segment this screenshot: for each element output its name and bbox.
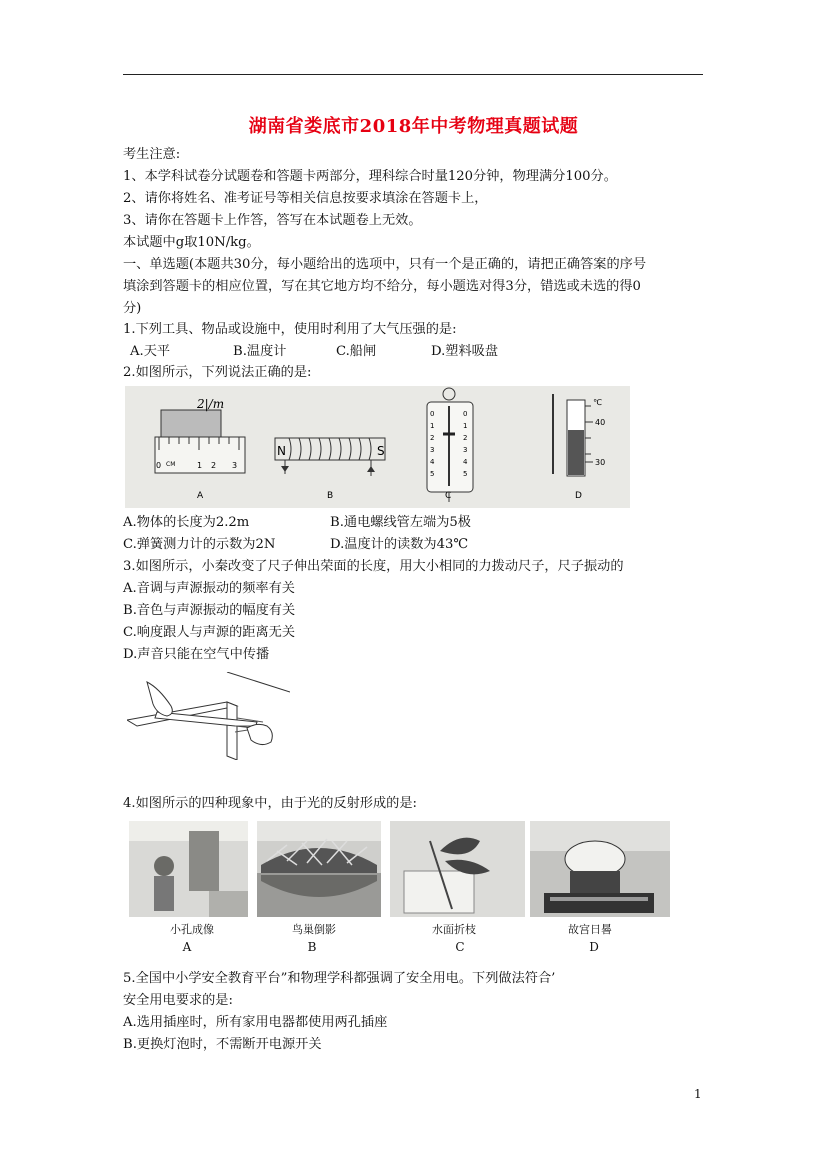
table-top <box>227 672 290 692</box>
svg-text:0: 0 <box>430 410 435 418</box>
option-a: A.物体的长度为2.2m <box>123 515 250 530</box>
photo-caption: 鸟巢倒影 <box>292 923 336 936</box>
photo-caption: 小孔成像 <box>170 923 214 936</box>
section-instructions: 分) <box>123 301 142 316</box>
figure-label: A <box>197 491 204 501</box>
photo-b <box>257 821 381 917</box>
svg-text:3: 3 <box>430 446 435 454</box>
svg-text:5: 5 <box>430 470 435 478</box>
table-leg <box>227 702 237 760</box>
svg-text:4: 4 <box>430 458 435 466</box>
handwriting-mark: 2|/m <box>197 397 225 411</box>
option-b: B.更换灯泡时，不需断开电源开关 <box>123 1037 322 1052</box>
option-a: A.选用插座时，所有家用电器都使用两孔插座 <box>123 1015 388 1030</box>
coil-letter-n: N <box>277 444 286 458</box>
question-1-options <box>130 343 498 361</box>
photo-caption: 故宫日晷 <box>568 923 612 936</box>
ruler-tick-label: 3 <box>232 461 238 470</box>
hand-right <box>247 724 272 744</box>
question-1-stem: 1.下列工具、物品或设施中，使用时利用了大气压强的是: <box>123 322 457 337</box>
g-note: 本试题中g取10N/kg。 <box>123 235 260 250</box>
question-5-stem: 5.全国中小学安全教育平台”和物理学科都强调了安全用电。下列做法符合’ <box>123 971 556 986</box>
figure-label: C <box>445 491 452 501</box>
ruler-vibration-figure <box>127 672 290 760</box>
page-number: 1 <box>694 1087 702 1101</box>
svg-text:2: 2 <box>430 434 435 442</box>
option-c: C.弹簧测力计的示数为2N <box>123 537 276 552</box>
option-c: C.响度跟人与声源的距离无关 <box>123 625 296 640</box>
option-d: D.温度计的读数为43℃ <box>330 537 469 552</box>
option-a: A.天平 <box>130 344 171 359</box>
figure-label: B <box>327 491 334 501</box>
ruler-unit-label: CM <box>166 461 176 468</box>
thermometer-unit: ℃ <box>593 398 602 407</box>
svg-text:1: 1 <box>430 422 435 430</box>
question-2-figure <box>125 386 630 508</box>
notice-item: 1、本学科试卷分试题卷和答题卡两部分，理科综合时量120分钟，物理满分100分。 <box>123 169 617 184</box>
photo-a <box>129 821 248 917</box>
section-instructions: 一、单选题(本题共30分，每小题给出的选项中，只有一个是正确的，请把正确答案的序号 <box>123 257 647 272</box>
page-title: 湖南省娄底市2018年中考物理真题试题 <box>248 116 579 137</box>
option-d: D.声音只能在空气中传播 <box>123 647 270 662</box>
header-rule <box>123 74 703 75</box>
svg-text:4: 4 <box>463 458 468 466</box>
question-5-stem: 安全用电要求的是: <box>123 993 233 1008</box>
photo-letter: B <box>307 940 317 954</box>
spring-balance-figure <box>427 388 473 502</box>
svg-text:1: 1 <box>463 422 468 430</box>
section-instructions: 填涂到答题卡的相应位置，写在其它地方均不给分，每小题选对得3分，错选或未选的得0 <box>123 279 641 294</box>
hand-left <box>147 682 172 716</box>
option-d: D.塑料吸盘 <box>431 344 499 359</box>
question-2-options-row2 <box>123 536 468 554</box>
ruler-tick-label: 1 <box>197 461 203 470</box>
svg-text:0: 0 <box>463 410 468 418</box>
svg-text:5: 5 <box>463 470 468 478</box>
svg-text:2: 2 <box>463 434 468 442</box>
photo-c <box>390 821 525 917</box>
photo-letter: A <box>182 940 192 954</box>
question-4-stem: 4.如图所示的四种现象中，由于光的反射形成的是: <box>123 796 417 811</box>
option-b: B.音色与声源振动的幅度有关 <box>123 603 296 618</box>
measured-block <box>161 410 221 437</box>
ruler-tick-label: 2 <box>211 461 217 470</box>
option-c: C.船闸 <box>336 344 377 359</box>
notice-heading: 考生注意: <box>123 147 181 162</box>
ruler-tick-label: 0 <box>156 461 162 470</box>
photo-caption: 水面折枝 <box>432 923 476 936</box>
option-a: A.音调与声源振动的频率有关 <box>123 581 295 596</box>
thermometer-liquid <box>568 430 584 475</box>
question-2-options-row1 <box>123 514 471 532</box>
question-2-stem: 2.如图所示，下列说法正确的是: <box>123 365 312 380</box>
option-b: B.通电螺线管左端为5极 <box>330 515 471 530</box>
notice-item: 2、请你将姓名、准考证号等相关信息按要求填涂在答题卡上， <box>123 191 488 206</box>
svg-text:3: 3 <box>463 446 468 454</box>
notice-item: 3、请你在答题卡上作答，答写在本试题卷上无效。 <box>123 213 422 228</box>
thermometer-mark: 30 <box>595 458 606 467</box>
photo-letter: D <box>589 940 599 954</box>
figure-label: D <box>575 491 582 501</box>
option-b: B.温度计 <box>233 344 287 359</box>
question-3-stem: 3.如图所示，小秦改变了尺子伸出荣面的长度，用大小相同的力拨动尺子，尺子振动的 <box>123 559 624 574</box>
photo-letter: C <box>455 940 465 954</box>
coil-letter-s: S <box>377 444 385 458</box>
thermometer-mark: 40 <box>595 418 606 427</box>
photo-d <box>530 821 670 917</box>
